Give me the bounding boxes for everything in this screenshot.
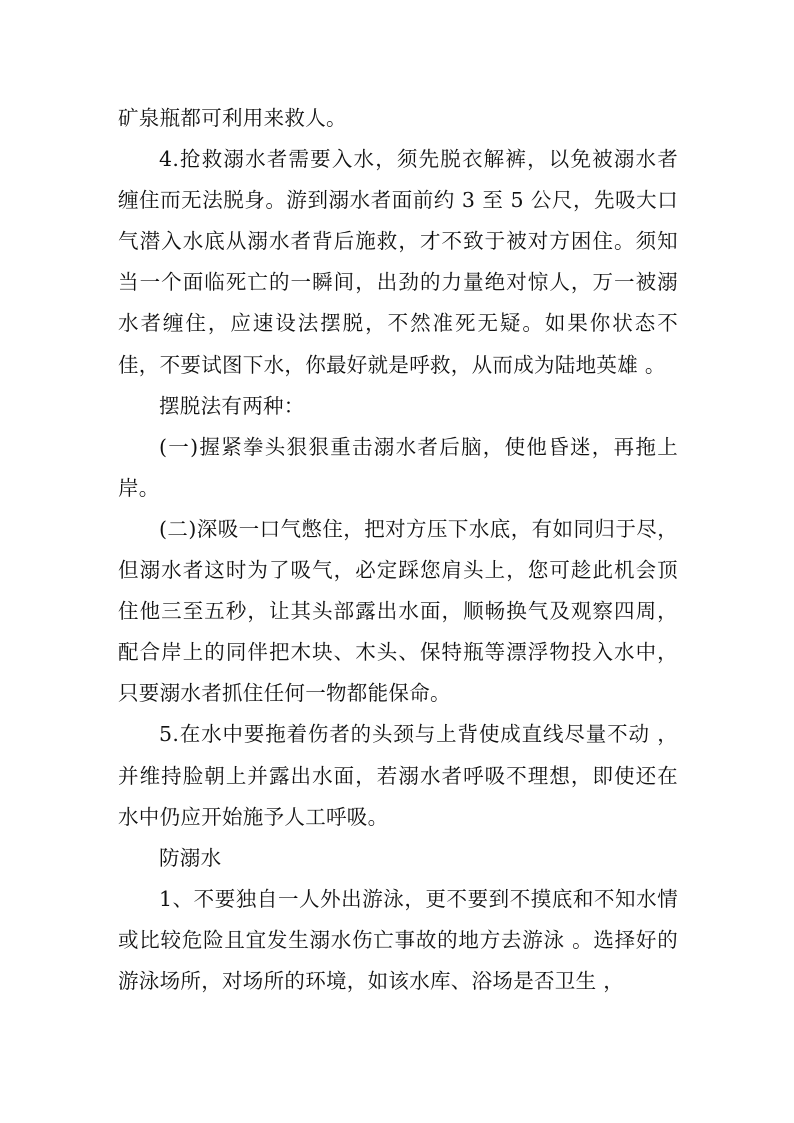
paragraph-escape-method-one: (一)握紧拳头狠狠重击溺水者后脑，使他昏迷，再拖上岸。 (118, 434, 678, 500)
paragraph-continuation: 矿泉瓶都可利用来救人。 (118, 106, 347, 130)
paragraph-towing-victim: 5.在水中要拖着伤者的头颈与上背使成直线尽量不动 ，并维持脸朝上并露出水面，若溺水者呼吸不理想，即使还在水中仍应开始施予人工呼吸。 (118, 722, 678, 829)
paragraph-prevention-rule-one: 1、不要独自一人外出游泳，更不要到不摸底和不知水情或比较危险且宜发生溺水伤亡事故的地方去游泳 。选择好的游泳场所，对场所的环境，如该水库、浴场是否卫生 ， (118, 886, 678, 993)
paragraph-rescue-entry: 4.抢救溺水者需要入水，须先脱衣解裤，以免被溺水者缠住而无法脱身。游到溺水者面前约 3 至 5 公尺，先吸大口气潜入水底从溺水者背后施救，才不致于被对方困住。须知当一个面临死亡的一瞬间，出劲的力量绝对惊人，万一被溺水者缠住，应速设法摆脱，不然准死无疑。如果你状态不佳，不要试图下水，你最好就是呼救，从而成为陆地英雄 。 (118, 147, 678, 377)
section-heading-drowning-prevention: 防溺水 (159, 845, 222, 870)
paragraph-escape-method-two: (二)深吸一口气憋住，把对方压下水底，有如同归于尽，但溺水者这时为了吸气，必定踩您肩头上，您可趁此机会顶住他三至五秒，让其头部露出水面，顺畅换气及观察四周，配合岸上的同伴把木块、木头、保特瓶等漂浮物投入水中，只要溺水者抓住任何一物都能保命。 (118, 516, 678, 706)
paragraph-escape-methods-heading: 摆脱法有两种： (159, 393, 305, 418)
document-body (118, 98, 678, 1002)
